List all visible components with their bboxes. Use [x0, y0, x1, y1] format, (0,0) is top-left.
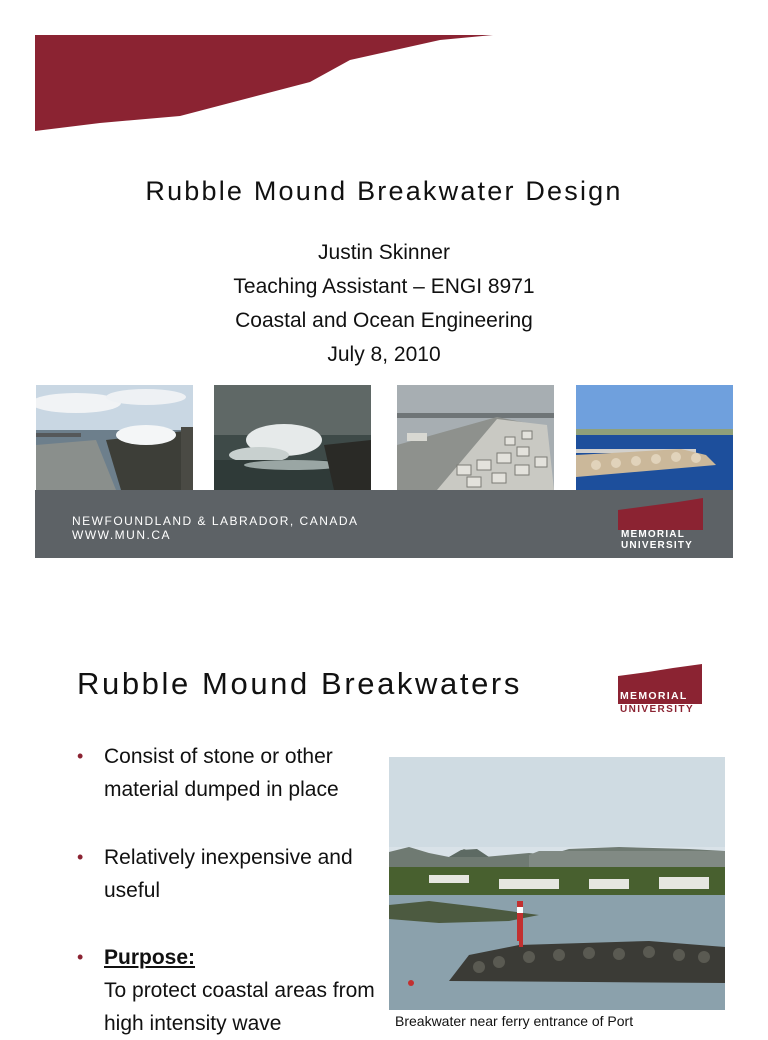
bullet-text: Consist of stone or other material dumped in place — [104, 745, 339, 801]
breakwater-harbour-photo — [389, 757, 725, 1010]
bullet-text: To protect coastal areas from high intensity wave — [104, 979, 375, 1035]
rock-breakwater-photo — [576, 385, 733, 490]
bullet-label: Purpose: — [104, 946, 196, 969]
storm-surf-photo — [214, 385, 371, 490]
memorial-university-logo: MEMORIAL UNIVERSITY — [618, 498, 703, 553]
footer-bar — [35, 490, 733, 558]
photo-caption: Breakwater near ferry entrance of Port — [395, 1013, 634, 1029]
bullet-item: • Purpose: To protect coastal areas from high intensity wave — [77, 946, 375, 1035]
footer-location: NEWFOUNDLAND & LABRADOR, CANADA — [72, 514, 359, 528]
memorial-university-logo: MEMORIAL UNIVERSITY — [618, 662, 706, 718]
armour-units-photo — [397, 385, 554, 490]
presentation-date: July 8, 2010 — [327, 343, 441, 366]
header-banner — [0, 0, 768, 140]
author-role: Teaching Assistant – ENGI 8971 — [233, 275, 535, 298]
footer-website[interactable]: WWW.MUN.CA — [72, 528, 171, 542]
bullet-item: • Relatively inexpensive and useful — [77, 841, 377, 911]
author-name: Justin Skinner — [318, 241, 450, 264]
department-name: Coastal and Ocean Engineering — [235, 309, 533, 332]
presentation-title: Rubble Mound Breakwater Design — [145, 176, 623, 206]
breakwater-waves-photo — [36, 385, 193, 490]
slide-title: Rubble Mound Breakwaters — [77, 666, 522, 701]
bullet-text: Relatively inexpensive and useful — [104, 846, 353, 902]
bullet-item: • Consist of stone or other material dumped in place — [77, 740, 377, 810]
